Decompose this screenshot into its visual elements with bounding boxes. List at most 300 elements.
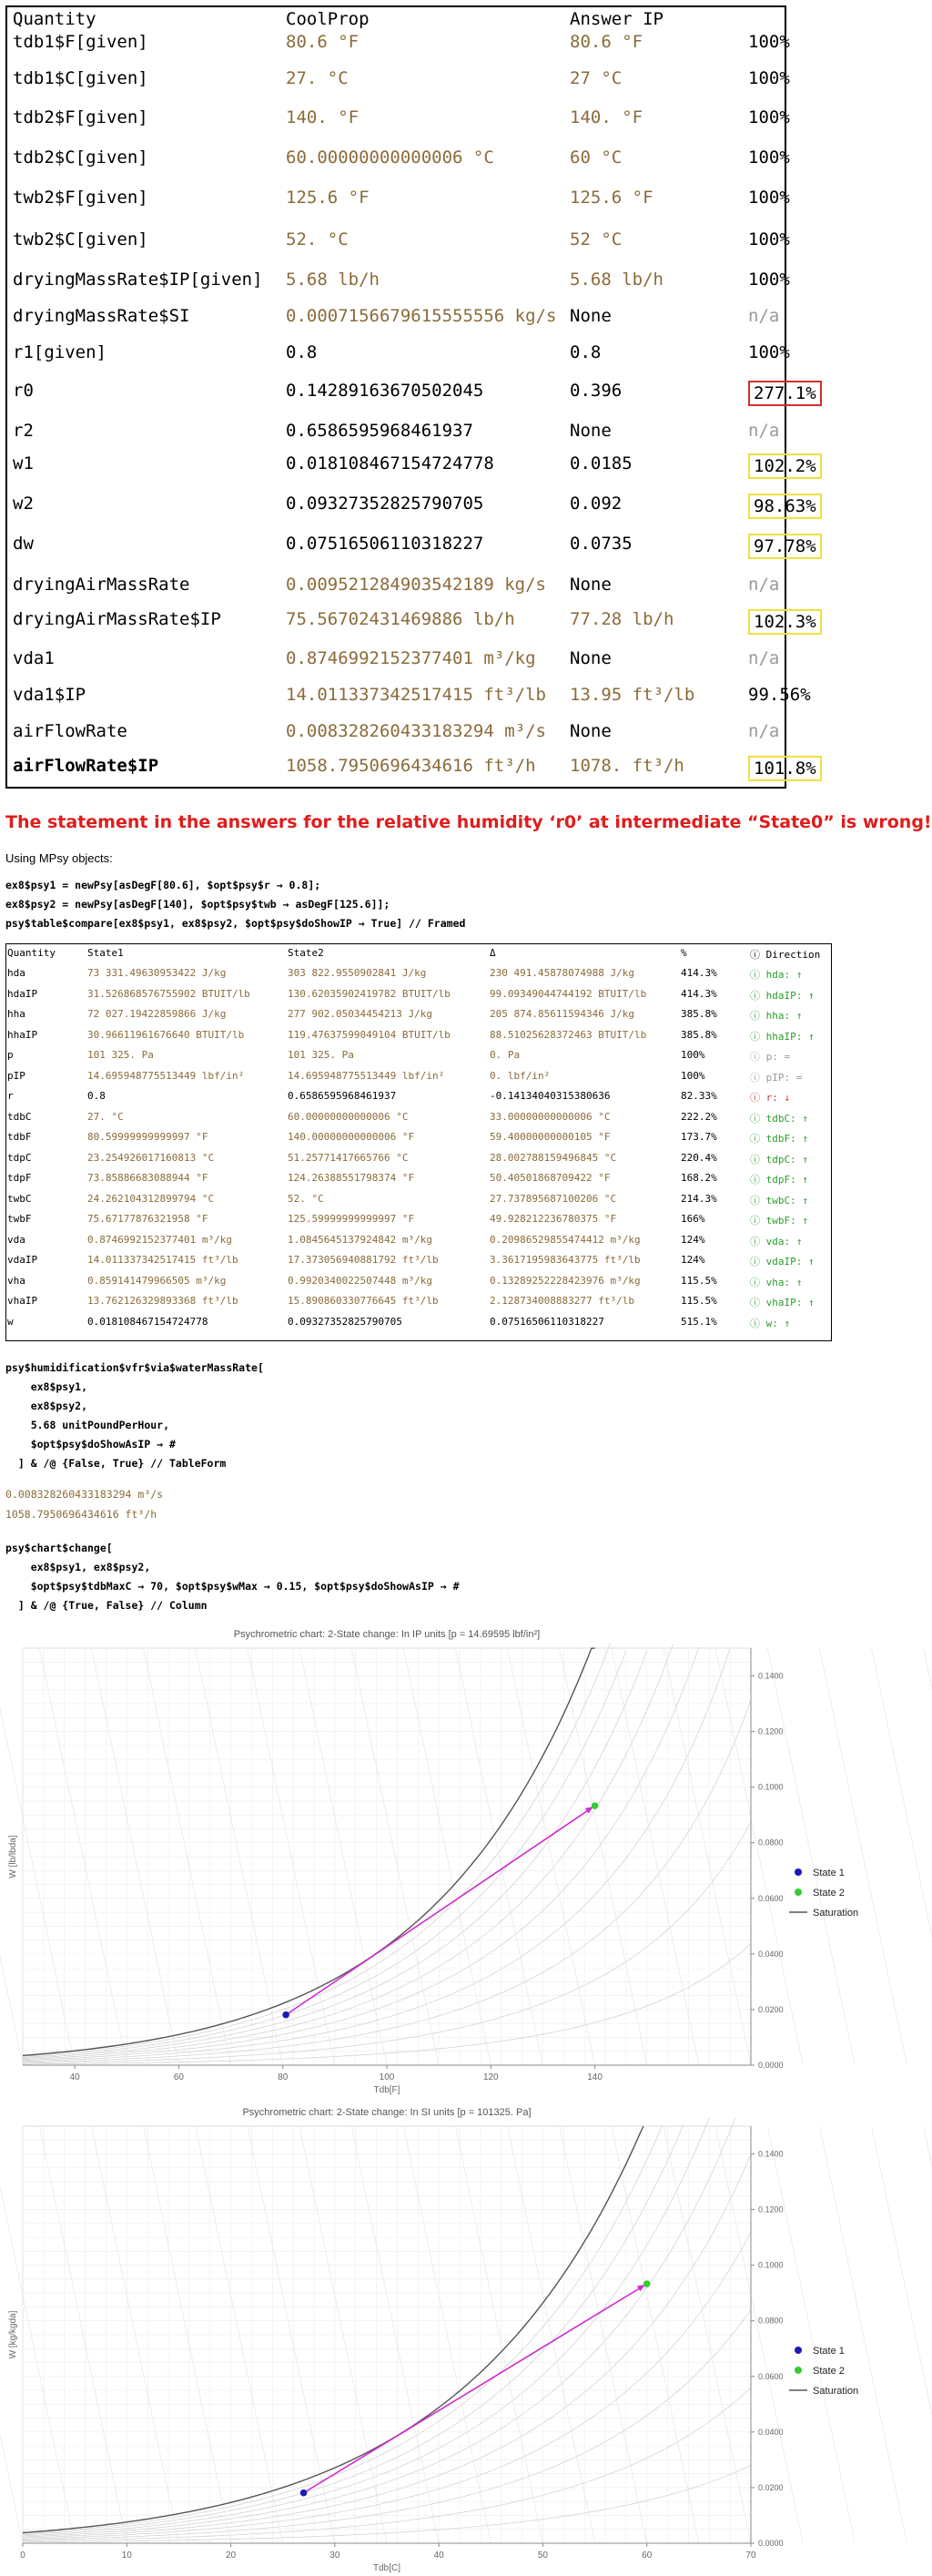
state1-value: 0.8	[87, 1090, 106, 1102]
code-line[interactable]: ex8$psy1 = newPsy[asDegF[80.6], $opt$psy$r → 0.8];	[5, 879, 321, 891]
coolprop-value: 75.56702431469886 lb/h	[286, 609, 515, 629]
percent-value: 168.2%	[681, 1172, 717, 1184]
answer-value: 80.6 °F	[570, 32, 643, 52]
percent-value: 98.63%	[748, 494, 822, 519]
compare-row	[7, 1070, 826, 1088]
quantity-name: vda1$IP	[13, 685, 86, 705]
compare-row	[7, 1008, 826, 1026]
answer-value: 77.28 lb/h	[570, 609, 674, 629]
direction-indicator[interactable]: ⓘ tdpF: ↑	[750, 1174, 808, 1186]
percent-value: 222.2%	[681, 1110, 717, 1123]
state1-value: 14.011337342517415 ft³/lb	[87, 1254, 238, 1266]
delta-value: 59.40000000000105 °F	[490, 1131, 611, 1143]
state2-value: 1.0845645137924842 m³/kg	[288, 1233, 432, 1246]
delta-value: 88.51025628372463 BTUIT/lb	[490, 1028, 647, 1041]
quantity-name: r1[given]	[13, 342, 106, 362]
direction-indicator[interactable]: ⓘ p: =	[750, 1051, 791, 1063]
coolprop-value: 14.011337342517415 ft³/lb	[286, 685, 546, 705]
enthalpy-line	[924, 1648, 932, 2065]
answer-value: 52 °C	[570, 229, 623, 249]
percent-value: 385.8%	[681, 1008, 717, 1020]
compare-row	[7, 1111, 826, 1129]
results-row	[11, 306, 785, 339]
direction-indicator[interactable]: ⓘ hha: ↑	[750, 1010, 803, 1022]
code-line[interactable]: ] & /@ {False, True} // TableForm	[5, 1457, 227, 1470]
percent-value: n/a	[748, 721, 780, 741]
percent-value: 214.3%	[681, 1192, 717, 1205]
percent-value: 100%	[748, 148, 790, 168]
chart-svg	[8, 1621, 859, 2095]
quantity-name: hda	[7, 967, 25, 979]
coolprop-value: 0.0007156679615555556 kg/s	[286, 306, 557, 326]
state1-value: 31.526868576755902 BTUIT/lb	[87, 987, 250, 1000]
y-axis-label: W [kg/kgda]	[8, 2310, 18, 2359]
coolprop-value: 52. °C	[286, 229, 349, 249]
quantity-name: airFlowRate$IP	[13, 756, 159, 776]
state2-value: 0.9920340022507448 m³/kg	[288, 1274, 432, 1287]
delta-value: 2.128734008883277 ft³/lb	[490, 1295, 634, 1307]
coolprop-value: 140. °F	[286, 107, 360, 127]
percent-value: 414.3%	[681, 967, 717, 979]
compare-row	[7, 1275, 826, 1293]
state-point-1	[282, 2011, 289, 2019]
delta-value: 50.40501868709422 °F	[490, 1172, 611, 1184]
quantity-name: tdbF	[7, 1131, 32, 1143]
coolprop-value: 1058.7950696434616 ft³/h	[286, 756, 536, 776]
quantity-name: p	[7, 1049, 14, 1061]
percent-value: 100%	[748, 229, 790, 249]
column-header: Quantity	[7, 947, 56, 959]
coolprop-value: 0.09327352825790705	[286, 494, 484, 514]
answer-value: None	[570, 721, 612, 741]
state1-value: 24.262104312899794 °C	[87, 1192, 215, 1205]
state1-value: 14.695948775513449 lbf/in²	[87, 1069, 245, 1082]
answer-value: 0.0735	[570, 534, 633, 554]
quantity-name: r	[7, 1090, 14, 1102]
answer-value: 0.396	[570, 381, 623, 401]
enthalpy-line	[872, 2126, 932, 2543]
direction-indicator[interactable]: ⓘ w: ↑	[750, 1317, 791, 1329]
quantity-name: vha	[7, 1274, 25, 1287]
state-point-2	[643, 2280, 651, 2287]
coolprop-value: 0.8	[286, 342, 318, 362]
state1-value: 13.762126329893368 ft³/lb	[87, 1295, 238, 1307]
percent-value: 173.7%	[681, 1131, 717, 1143]
answer-value: None	[570, 306, 612, 326]
percent-value: 100%	[748, 188, 790, 208]
state1-value: 75.67177876321958 °F	[87, 1213, 208, 1225]
delta-value: 3.3617195983643775 ft³/lb	[490, 1254, 641, 1266]
direction-indicator[interactable]: ⓘ twbC: ↑	[750, 1194, 808, 1207]
direction-indicator[interactable]: ⓘ tdpC: ↑	[750, 1153, 808, 1166]
code-line[interactable]: ex8$psy1, ex8$psy2,	[5, 1561, 151, 1573]
output-value: 1058.7950696434616 ft³/h	[5, 1508, 157, 1521]
legend-marker	[795, 1889, 802, 1896]
compare-row	[7, 1172, 826, 1190]
delta-value: 27.737895687100206 °C	[490, 1192, 617, 1205]
code-line[interactable]: psy$table$compare[ex8$psy1, ex8$psy2, $opt$psy$doShowIP → True] // Framed	[5, 917, 466, 930]
output-value: 0.008328260433183294 m³/s	[5, 1488, 164, 1501]
x-tick-label: 40	[433, 2551, 444, 2561]
column-header: CoolProp	[286, 9, 370, 29]
direction-indicator[interactable]: ⓘ pIP: =	[750, 1071, 803, 1084]
code-line[interactable]: $opt$psy$doShowAsIP → #	[5, 1438, 176, 1451]
y-tick-label: 0.0200	[758, 2482, 784, 2492]
coolprop-value: 0.008328260433183294 m³/s	[286, 721, 546, 741]
coolprop-value: 80.6 °F	[286, 32, 360, 52]
state1-value: 73 331.49630953422 J/kg	[87, 967, 227, 979]
coolprop-value: 5.68 lb/h	[286, 270, 380, 290]
quantity-name: hha	[7, 1008, 25, 1020]
delta-value: 28.002788159496845 °C	[490, 1151, 617, 1164]
percent-value: 100%	[748, 107, 790, 127]
quantity-name: w	[7, 1315, 14, 1328]
delta-value: 33.00000000000006 °C	[490, 1110, 611, 1123]
results-row	[11, 148, 790, 180]
state2-value: 51.25771417665766 °C	[288, 1151, 409, 1164]
answer-value: 5.68 lb/h	[570, 270, 664, 290]
answer-value: 125.6 °F	[570, 188, 653, 208]
quantity-name: dryingAirMassRate	[13, 575, 190, 595]
state2-value: 277 902.05034454213 J/kg	[288, 1008, 432, 1020]
state1-value: 0.018108467154724778	[87, 1315, 208, 1328]
percent-value: n/a	[748, 648, 780, 668]
state2-value: 60.00000000000006 °C	[288, 1110, 409, 1123]
x-tick-label: 120	[482, 2072, 499, 2082]
legend-marker	[795, 2347, 802, 2354]
results-row	[11, 534, 816, 566]
x-tick-label: 0	[20, 2551, 25, 2561]
percent-value: n/a	[748, 421, 780, 441]
chart-title: Psychrometric chart: 2-State change: In SI units [p = 101325. Pa]	[242, 2107, 532, 2118]
x-tick-label: 20	[226, 2551, 237, 2561]
legend-label: State 2	[813, 2366, 845, 2377]
delta-value: 99.09349044744192 BTUIT/lb	[490, 987, 647, 1000]
direction-indicator[interactable]: ⓘ tdbC: ↑	[750, 1112, 808, 1125]
answer-value: 0.0185	[570, 453, 633, 473]
percent-value: 82.33%	[681, 1090, 717, 1102]
coolprop-value: 0.8746992152377401 m³/kg	[286, 648, 536, 668]
state2-value: 14.695948775513449 lbf/in²	[288, 1069, 445, 1082]
percent-value: 97.78%	[748, 534, 822, 559]
percent-value: 100%	[748, 32, 790, 52]
state2-value: 125.59999999999997 °F	[288, 1213, 415, 1225]
results-row	[11, 685, 811, 718]
coolprop-value: 60.00000000000006 °C	[286, 148, 494, 168]
percent-value: 385.8%	[681, 1028, 717, 1041]
y-axis-label: W [lb/lbda]	[8, 1835, 18, 1879]
column-header: ⓘ Direction	[750, 949, 821, 961]
state2-value: 15.890860330776645 ft³/lb	[288, 1295, 439, 1307]
x-tick-label: 70	[745, 2551, 756, 2561]
percent-value: 115.5%	[681, 1295, 717, 1307]
state1-value: 27. °C	[87, 1110, 124, 1123]
state1-value: 101 325. Pa	[87, 1049, 154, 1061]
percent-value: 124%	[681, 1233, 705, 1246]
state-point-2	[592, 1802, 599, 1809]
quantity-name: tdpF	[7, 1172, 32, 1184]
y-tick-label: 0.0800	[758, 2316, 784, 2326]
coolprop-value: 0.6586595968461937	[286, 421, 473, 441]
percent-value: 220.4%	[681, 1151, 717, 1164]
y-tick-label: 0.0600	[758, 2371, 784, 2381]
coolprop-value: 0.009521284903542189 kg/s	[286, 575, 546, 595]
enthalpy-line	[819, 1648, 907, 2065]
state1-value: 23.254926017160813 °C	[87, 1151, 215, 1164]
percent-value: 100%	[748, 342, 790, 362]
enthalpy-line	[924, 2126, 932, 2543]
y-tick-label: 0.0400	[758, 1949, 784, 1959]
quantity-name: tdb2$F[given]	[13, 107, 148, 127]
quantity-name: dw	[13, 534, 34, 554]
quantity-name: pIP	[7, 1069, 25, 1082]
state2-value: 124.26388551798374 °F	[288, 1172, 415, 1184]
answer-value: 140. °F	[570, 107, 643, 127]
y-tick-label: 0.0000	[758, 2061, 784, 2070]
column-header: %	[681, 947, 687, 959]
chart-title: Psychrometric chart: 2-State change: In IP units [p = 14.69595 lbf/in²]	[233, 1629, 541, 1640]
y-tick-label: 0.1200	[758, 1726, 784, 1736]
column-header: Answer IP	[570, 9, 664, 29]
direction-indicator[interactable]: ⓘ hda: ↑	[750, 969, 803, 981]
legend-label: Saturation	[813, 2386, 859, 2397]
warning-heading: The statement in the answers for the relative humidity ‘r0’ at intermediate “State0” is wrong!	[5, 812, 932, 832]
results-row	[11, 68, 790, 101]
results-row	[11, 648, 785, 681]
x-axis-label: Tdb[F]	[373, 2085, 400, 2095]
direction-indicator[interactable]: ⓘ hhaIP: ↑	[750, 1030, 815, 1043]
legend-label: Saturation	[813, 1908, 859, 1919]
results-row	[11, 188, 790, 220]
percent-value: 100%	[681, 1049, 705, 1061]
enthalpy-line	[819, 2126, 907, 2543]
code-line[interactable]: ex8$psy1,	[5, 1380, 88, 1393]
code-line[interactable]: psy$chart$change[	[5, 1542, 113, 1554]
code-line[interactable]: 5.68 unitPoundPerHour,	[5, 1419, 170, 1431]
answer-value: 1078. ft³/h	[570, 756, 684, 776]
state1-value: 80.59999999999997 °F	[87, 1131, 208, 1143]
answer-value: 13.95 ft³/lb	[570, 685, 695, 705]
y-tick-label: 0.1400	[758, 2149, 784, 2159]
quantity-name: airFlowRate	[13, 721, 127, 741]
x-tick-label: 60	[642, 2551, 653, 2561]
x-tick-label: 30	[329, 2551, 340, 2561]
direction-indicator[interactable]: ⓘ tdbF: ↑	[750, 1133, 808, 1145]
code-line[interactable]: ex8$psy2 = newPsy[asDegF[140], $opt$psy$twb → asDegF[125.6]];	[5, 898, 390, 911]
percent-value: 277.1%	[748, 381, 822, 406]
percent-value: 101.8%	[748, 756, 822, 781]
quantity-name: hdaIP	[7, 987, 38, 1000]
results-row	[11, 421, 785, 453]
compare-row	[7, 967, 826, 985]
percent-value: 124%	[681, 1254, 705, 1266]
column-header: Quantity	[13, 9, 96, 29]
percent-value: 102.2%	[748, 453, 822, 479]
x-tick-label: 10	[121, 2551, 132, 2561]
results-row	[11, 575, 785, 607]
compare-row	[7, 1152, 826, 1170]
quantity-name: twb2$F[given]	[13, 188, 148, 208]
subheading: Using MPsy objects:	[5, 851, 113, 865]
coolprop-value: 0.018108467154724778	[286, 453, 494, 473]
compare-row	[7, 1234, 826, 1252]
state2-value: 17.373056940881792 ft³/lb	[288, 1254, 439, 1266]
quantity-name: vdaIP	[7, 1254, 38, 1266]
answer-value: None	[570, 648, 612, 668]
quantity-name: tdb1$F[given]	[13, 32, 148, 52]
state2-value: 0.6586595968461937	[288, 1090, 397, 1102]
x-tick-label: 80	[278, 2072, 289, 2082]
x-tick-label: 140	[587, 2072, 603, 2082]
column-header: Δ	[490, 947, 496, 959]
quantity-name: dryingAirMassRate$IP	[13, 609, 221, 629]
state2-value: 52. °C	[288, 1192, 324, 1205]
coolprop-value: 27. °C	[286, 68, 349, 88]
percent-value: 414.3%	[681, 987, 717, 1000]
enthalpy-line	[872, 1648, 932, 2065]
results-row	[11, 342, 790, 375]
direction-indicator[interactable]: ⓘ vdaIP: ↑	[750, 1256, 815, 1268]
compare-row	[7, 1295, 826, 1313]
percent-value: 115.5%	[681, 1274, 717, 1287]
delta-value: 0.07516506110318227	[490, 1315, 604, 1328]
column-header: State1	[87, 947, 124, 959]
direction-indicator[interactable]: ⓘ r: ↓	[750, 1092, 791, 1104]
answer-value: 0.092	[570, 494, 623, 514]
direction-indicator[interactable]: ⓘ twbF: ↑	[750, 1215, 808, 1227]
percent-value: 100%	[748, 270, 790, 290]
x-axis-label: Tdb[C]	[372, 2563, 401, 2573]
compare-row	[7, 1316, 826, 1334]
code-line[interactable]: ex8$psy2,	[5, 1400, 88, 1412]
enthalpy-line	[767, 1648, 855, 2065]
quantity-name: tdb1$C[given]	[13, 68, 148, 88]
results-row	[11, 32, 790, 65]
quantity-name: twbF	[7, 1213, 32, 1225]
percent-value: n/a	[748, 575, 780, 595]
code-line[interactable]: $opt$psy$tdbMaxC → 70, $opt$psy$wMax → 0.15, $opt$psy$doShowAsIP → #	[5, 1580, 460, 1593]
quantity-name: w2	[13, 494, 34, 514]
percent-value: 99.56%	[748, 685, 811, 705]
state2-value: 130.62035902419782 BTUIT/lb	[288, 987, 451, 1000]
state1-value: 73.85886683088944 °F	[87, 1172, 208, 1184]
results-row	[11, 229, 790, 262]
state2-value: 101 325. Pa	[288, 1049, 354, 1061]
direction-indicator[interactable]: ⓘ vda: ↑	[750, 1235, 803, 1247]
x-tick-label: 40	[69, 2072, 80, 2082]
delta-value: 0. Pa	[490, 1049, 521, 1061]
enthalpy-line	[767, 2126, 855, 2543]
x-tick-label: 60	[173, 2072, 184, 2082]
results-row	[11, 756, 816, 789]
code-line[interactable]: psy$humidification$vfr$via$waterMassRate[	[5, 1361, 264, 1374]
compare-row	[7, 1029, 826, 1047]
legend-marker	[795, 2367, 802, 2374]
x-tick-label: 100	[379, 2072, 395, 2082]
coolprop-value: 125.6 °F	[286, 188, 370, 208]
legend-label: State 1	[813, 2346, 845, 2357]
legend-marker	[795, 1868, 802, 1876]
quantity-name: r0	[13, 381, 34, 401]
percent-value: 515.1%	[681, 1315, 717, 1328]
y-tick-label: 0.0800	[758, 1838, 784, 1848]
y-tick-label: 0.1000	[758, 1782, 784, 1792]
y-tick-label: 0.0000	[758, 2539, 784, 2548]
quantity-name: tdb2$C[given]	[13, 148, 148, 168]
quantity-name: tdbC	[7, 1110, 32, 1123]
coolprop-value: 0.14289163670502045	[286, 381, 484, 401]
quantity-name: dryingMassRate$IP[given]	[13, 270, 263, 290]
quantity-name: hhaIP	[7, 1028, 38, 1041]
y-tick-label: 0.1400	[758, 1671, 784, 1681]
quantity-name: twbC	[7, 1192, 32, 1205]
compare-row	[7, 988, 826, 1006]
quantity-name: tdpC	[7, 1151, 32, 1164]
compare-row	[7, 1193, 826, 1211]
chart-svg	[8, 2099, 859, 2573]
state1-value: 72 027.19422859866 J/kg	[87, 1008, 227, 1020]
delta-value: 0.20986529855474412 m³/kg	[490, 1233, 641, 1246]
state2-value: 119.47637599049104 BTUIT/lb	[288, 1028, 451, 1041]
psychrometric-chart-ip	[8, 1621, 859, 2095]
compare-row	[7, 1090, 826, 1108]
state1-value: 0.8746992152377401 m³/kg	[87, 1233, 232, 1246]
results-row	[11, 381, 816, 413]
state-point-1	[300, 2489, 308, 2497]
direction-indicator[interactable]: ⓘ vha: ↑	[750, 1276, 803, 1288]
quantity-name: r2	[13, 421, 34, 441]
compare-row	[7, 1049, 826, 1067]
y-tick-label: 0.0200	[758, 2004, 784, 2014]
y-tick-label: 0.1200	[758, 2204, 784, 2215]
results-row	[11, 721, 785, 754]
y-tick-label: 0.0600	[758, 1893, 784, 1903]
answer-value: 27 °C	[570, 68, 623, 88]
percent-value: 166%	[681, 1213, 705, 1225]
y-tick-label: 0.0400	[758, 2427, 784, 2437]
psychrometric-chart-si	[8, 2099, 859, 2573]
results-row	[11, 453, 816, 486]
state1-value: 0.859141479966505 m³/kg	[87, 1274, 227, 1287]
coolprop-value: 0.07516506110318227	[286, 534, 484, 554]
code-line[interactable]: ] & /@ {True, False} // Column	[5, 1599, 208, 1612]
percent-value: n/a	[748, 306, 780, 326]
x-tick-label: 50	[537, 2551, 548, 2561]
column-header: State2	[288, 947, 324, 959]
legend-label: State 2	[813, 1888, 845, 1899]
delta-value: 230 491.45878074988 J/kg	[490, 967, 634, 979]
state2-value: 140.00000000000006 °F	[288, 1131, 415, 1143]
delta-value: 205 874.85611594346 J/kg	[490, 1008, 634, 1020]
delta-value: 0.13289252228423976 m³/kg	[490, 1274, 641, 1287]
state1-value: 30.96611961676640 BTUIT/lb	[87, 1028, 245, 1041]
delta-value: -0.14134040315380636	[490, 1090, 611, 1102]
delta-value: 49.928212236780375 °F	[490, 1213, 617, 1225]
direction-indicator[interactable]: ⓘ vhaIP: ↑	[750, 1297, 815, 1308]
y-tick-label: 0.1000	[758, 2260, 784, 2270]
direction-indicator[interactable]: ⓘ hdaIP: ↑	[750, 989, 815, 1002]
quantity-name: dryingMassRate$SI	[13, 306, 190, 326]
percent-value: 100%	[748, 68, 790, 88]
answer-value: None	[570, 421, 612, 441]
answer-value: 60 °C	[570, 148, 623, 168]
quantity-name: vda1	[13, 648, 55, 668]
compare-row	[7, 1131, 826, 1149]
compare-row	[7, 1213, 826, 1231]
answer-value: None	[570, 575, 612, 595]
results-row	[11, 609, 816, 642]
results-row	[11, 270, 790, 302]
